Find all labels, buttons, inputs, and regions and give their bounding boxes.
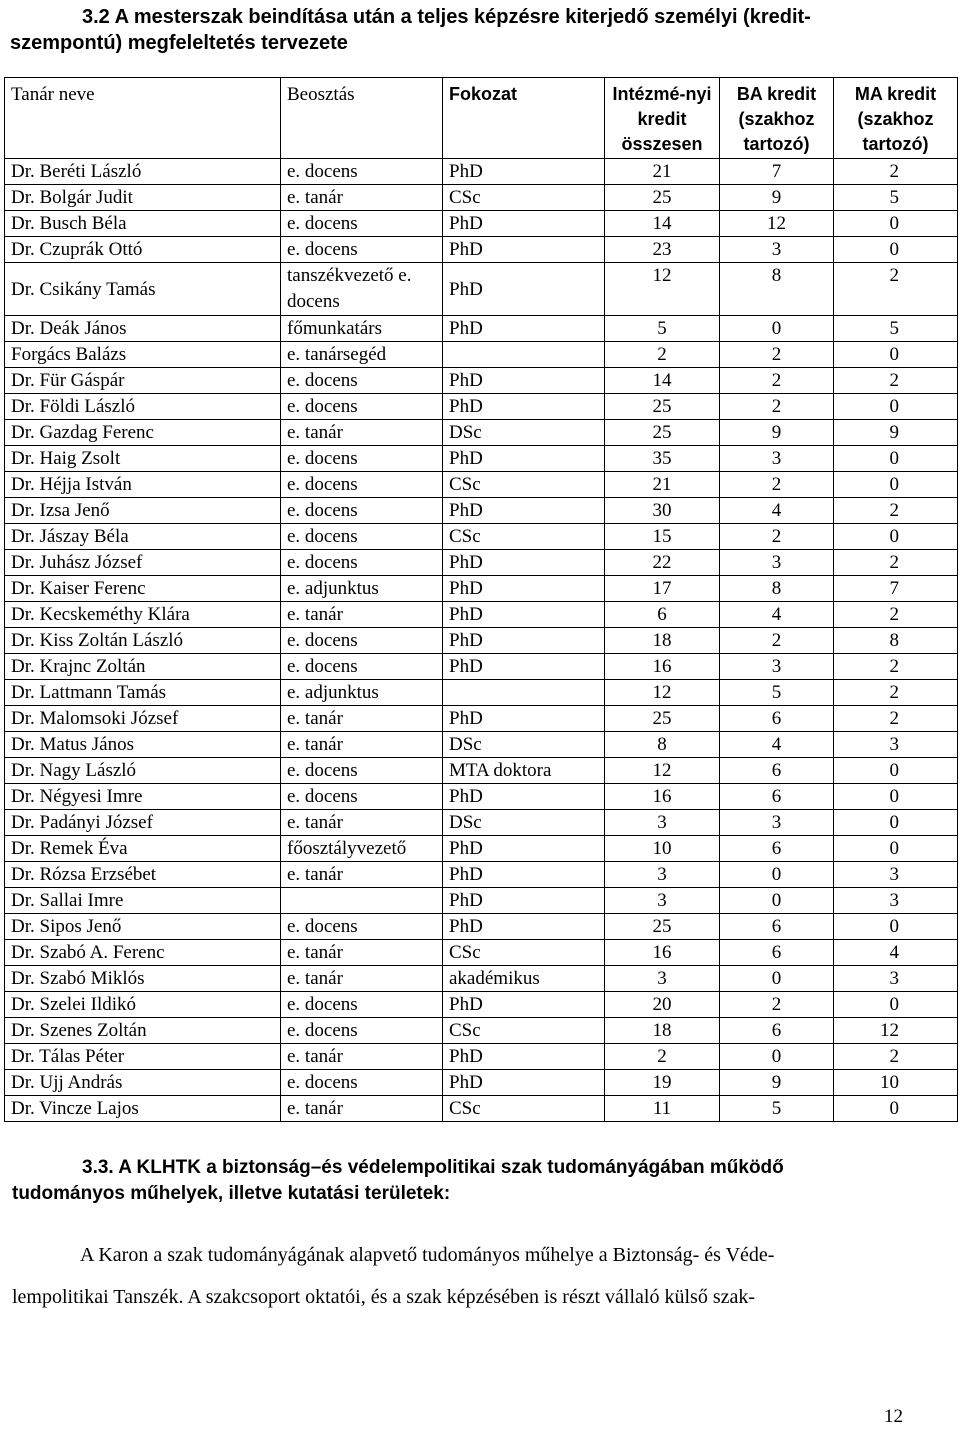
ma-credit-cell: 4 bbox=[834, 940, 958, 966]
ma-credit-cell: 5 bbox=[834, 316, 958, 342]
teacher-name-cell: Dr. Szelei Ildikó bbox=[5, 992, 281, 1018]
degree-cell: akadémikus bbox=[443, 966, 605, 992]
institutional-credit-cell: 15 bbox=[605, 524, 720, 550]
degree-cell: PhD bbox=[443, 368, 605, 394]
ba-credit-cell: 7 bbox=[720, 159, 834, 185]
teacher-name-cell: Dr. Deák János bbox=[5, 316, 281, 342]
degree-cell: PhD bbox=[443, 784, 605, 810]
table-row bbox=[5, 732, 958, 758]
teacher-name-cell: Dr. Nagy László bbox=[5, 758, 281, 784]
ma-credit-cell: 9 bbox=[834, 420, 958, 446]
table-row bbox=[5, 862, 958, 888]
table-row bbox=[5, 914, 958, 940]
institutional-credit-cell: 8 bbox=[605, 732, 720, 758]
ba-credit-cell: 6 bbox=[720, 784, 834, 810]
table-row bbox=[5, 394, 958, 420]
table-row bbox=[5, 211, 958, 237]
institutional-credit-cell: 21 bbox=[605, 472, 720, 498]
header-degree: Fokozat bbox=[443, 78, 605, 159]
position-cell: e. docens bbox=[281, 159, 443, 185]
institutional-credit-cell: 11 bbox=[605, 1096, 720, 1122]
section-heading-3-3 bbox=[12, 1155, 912, 1207]
ba-credit-cell: 2 bbox=[720, 342, 834, 368]
ma-credit-cell: 0 bbox=[834, 524, 958, 550]
institutional-credit-cell: 3 bbox=[605, 862, 720, 888]
position-cell: e. adjunktus bbox=[281, 576, 443, 602]
teacher-name-cell: Dr. Földi László bbox=[5, 394, 281, 420]
table-row bbox=[5, 576, 958, 602]
body-paragraph bbox=[12, 1234, 892, 1318]
table-header-row bbox=[5, 78, 958, 159]
teacher-name-cell: Dr. Izsa Jenő bbox=[5, 498, 281, 524]
table-row bbox=[5, 185, 958, 211]
ma-credit-cell: 3 bbox=[834, 966, 958, 992]
table-row bbox=[5, 263, 958, 316]
ma-credit-cell: 0 bbox=[834, 446, 958, 472]
ba-credit-cell: 0 bbox=[720, 1044, 834, 1070]
degree-cell: CSc bbox=[443, 940, 605, 966]
ma-credit-cell: 2 bbox=[834, 706, 958, 732]
table-row bbox=[5, 498, 958, 524]
ma-credit-cell: 5 bbox=[834, 185, 958, 211]
degree-cell: CSc bbox=[443, 1096, 605, 1122]
header-teacher-name: Tanár neve bbox=[5, 78, 281, 159]
ba-credit-cell: 6 bbox=[720, 836, 834, 862]
ba-credit-cell: 2 bbox=[720, 992, 834, 1018]
paragraph-line-1: A Karon a szak tudományágának alapvető tudományos műhelye a Biztonság- és Véde- bbox=[80, 1244, 775, 1266]
ma-credit-cell: 12 bbox=[834, 1018, 958, 1044]
teacher-name-cell: Dr. Kiss Zoltán László bbox=[5, 628, 281, 654]
degree-cell: MTA doktora bbox=[443, 758, 605, 784]
ba-credit-cell: 0 bbox=[720, 862, 834, 888]
teacher-name-cell: Dr. Gazdag Ferenc bbox=[5, 420, 281, 446]
degree-cell bbox=[443, 680, 605, 706]
position-cell: e. tanár bbox=[281, 185, 443, 211]
ma-credit-cell: 0 bbox=[834, 342, 958, 368]
teacher-name-cell: Dr. Krajnc Zoltán bbox=[5, 654, 281, 680]
institutional-credit-cell: 12 bbox=[605, 263, 720, 316]
institutional-credit-cell: 25 bbox=[605, 185, 720, 211]
position-cell: e. docens bbox=[281, 237, 443, 263]
header-position: Beosztás bbox=[281, 78, 443, 159]
institutional-credit-cell: 25 bbox=[605, 420, 720, 446]
degree-cell: PhD bbox=[443, 1070, 605, 1096]
position-cell: e. docens bbox=[281, 784, 443, 810]
teacher-name-cell: Dr. Szabó A. Ferenc bbox=[5, 940, 281, 966]
teacher-name-cell: Dr. Sallai Imre bbox=[5, 888, 281, 914]
institutional-credit-cell: 21 bbox=[605, 159, 720, 185]
ba-credit-cell: 2 bbox=[720, 472, 834, 498]
ma-credit-cell: 3 bbox=[834, 732, 958, 758]
table-row bbox=[5, 784, 958, 810]
table-row bbox=[5, 472, 958, 498]
table-row bbox=[5, 966, 958, 992]
institutional-credit-cell: 6 bbox=[605, 602, 720, 628]
position-cell: főmunkatárs bbox=[281, 316, 443, 342]
table-body bbox=[5, 159, 958, 1122]
ba-credit-cell: 2 bbox=[720, 628, 834, 654]
ba-credit-cell: 8 bbox=[720, 263, 834, 316]
position-cell: e. docens bbox=[281, 758, 443, 784]
degree-cell: CSc bbox=[443, 185, 605, 211]
position-cell: e. tanár bbox=[281, 810, 443, 836]
degree-cell: PhD bbox=[443, 237, 605, 263]
ba-credit-cell: 0 bbox=[720, 966, 834, 992]
institutional-credit-cell: 12 bbox=[605, 758, 720, 784]
teacher-name-cell: Dr. Szenes Zoltán bbox=[5, 1018, 281, 1044]
teacher-name-cell: Dr. Csikány Tamás bbox=[5, 263, 281, 316]
position-cell: e. docens bbox=[281, 368, 443, 394]
table-row bbox=[5, 159, 958, 185]
ba-credit-cell: 3 bbox=[720, 810, 834, 836]
institutional-credit-cell: 22 bbox=[605, 550, 720, 576]
ma-credit-cell: 0 bbox=[834, 758, 958, 784]
degree-cell: PhD bbox=[443, 498, 605, 524]
subheading-line-1: 3.3. A KLHTK a biztonság–és védelempolitikai szak tudományágában működő bbox=[82, 1157, 784, 1178]
institutional-credit-cell: 30 bbox=[605, 498, 720, 524]
heading-line-1: 3.2 A mesterszak beindítása után a teljes képzésre kiterjedő személyi (kredit- bbox=[82, 6, 811, 28]
degree-cell: PhD bbox=[443, 550, 605, 576]
ma-credit-cell: 2 bbox=[834, 159, 958, 185]
position-cell: e. tanár bbox=[281, 602, 443, 628]
ma-credit-cell: 0 bbox=[834, 992, 958, 1018]
teacher-name-cell: Dr. Remek Éva bbox=[5, 836, 281, 862]
institutional-credit-cell: 18 bbox=[605, 1018, 720, 1044]
ma-credit-cell: 7 bbox=[834, 576, 958, 602]
ba-credit-cell: 6 bbox=[720, 940, 834, 966]
institutional-credit-cell: 14 bbox=[605, 211, 720, 237]
paragraph-line-2: lempolitikai Tanszék. A szakcsoport oktatói, és a szak képzésében is részt vállaló külső szak- bbox=[12, 1286, 756, 1308]
table-row bbox=[5, 992, 958, 1018]
teacher-name-cell: Dr. Haig Zsolt bbox=[5, 446, 281, 472]
ma-credit-cell: 0 bbox=[834, 394, 958, 420]
institutional-credit-cell: 5 bbox=[605, 316, 720, 342]
teacher-name-cell: Dr. Négyesi Imre bbox=[5, 784, 281, 810]
ba-credit-cell: 4 bbox=[720, 498, 834, 524]
table-row bbox=[5, 316, 958, 342]
institutional-credit-cell: 25 bbox=[605, 706, 720, 732]
teacher-name-cell: Dr. Beréti László bbox=[5, 159, 281, 185]
institutional-credit-cell: 18 bbox=[605, 628, 720, 654]
degree-cell: PhD bbox=[443, 576, 605, 602]
ba-credit-cell: 0 bbox=[720, 888, 834, 914]
teacher-name-cell: Dr. Kecskeméthy Klára bbox=[5, 602, 281, 628]
position-cell: e. docens bbox=[281, 654, 443, 680]
institutional-credit-cell: 3 bbox=[605, 888, 720, 914]
degree-cell: PhD bbox=[443, 446, 605, 472]
ma-credit-cell: 2 bbox=[834, 368, 958, 394]
ma-credit-cell: 2 bbox=[834, 1044, 958, 1070]
header-ma-credit: MA kredit (szakhoz tartozó) bbox=[834, 78, 958, 159]
ma-credit-cell: 0 bbox=[834, 211, 958, 237]
ba-credit-cell: 6 bbox=[720, 1018, 834, 1044]
degree-cell: PhD bbox=[443, 1044, 605, 1070]
teacher-name-cell: Forgács Balázs bbox=[5, 342, 281, 368]
degree-cell: PhD bbox=[443, 211, 605, 237]
table-row bbox=[5, 446, 958, 472]
degree-cell bbox=[443, 342, 605, 368]
degree-cell: PhD bbox=[443, 654, 605, 680]
institutional-credit-cell: 12 bbox=[605, 680, 720, 706]
teacher-name-cell: Dr. Szabó Miklós bbox=[5, 966, 281, 992]
institutional-credit-cell: 16 bbox=[605, 654, 720, 680]
teacher-name-cell: Dr. Tálas Péter bbox=[5, 1044, 281, 1070]
institutional-credit-cell: 14 bbox=[605, 368, 720, 394]
position-cell: e. docens bbox=[281, 446, 443, 472]
ma-credit-cell: 2 bbox=[834, 654, 958, 680]
position-cell: e. docens bbox=[281, 524, 443, 550]
position-cell: e. tanár bbox=[281, 706, 443, 732]
teacher-name-cell: Dr. Bolgár Judit bbox=[5, 185, 281, 211]
institutional-credit-cell: 2 bbox=[605, 1044, 720, 1070]
degree-cell: CSc bbox=[443, 1018, 605, 1044]
position-cell: e. docens bbox=[281, 498, 443, 524]
ba-credit-cell: 12 bbox=[720, 211, 834, 237]
position-cell: e. tanár bbox=[281, 966, 443, 992]
teacher-name-cell: Dr. Kaiser Ferenc bbox=[5, 576, 281, 602]
degree-cell: PhD bbox=[443, 888, 605, 914]
ma-credit-cell: 2 bbox=[834, 263, 958, 316]
teacher-name-cell: Dr. Lattmann Tamás bbox=[5, 680, 281, 706]
institutional-credit-cell: 3 bbox=[605, 966, 720, 992]
ba-credit-cell: 3 bbox=[720, 550, 834, 576]
degree-cell: CSc bbox=[443, 472, 605, 498]
table-row bbox=[5, 1070, 958, 1096]
ba-credit-cell: 2 bbox=[720, 368, 834, 394]
position-cell: e. tanársegéd bbox=[281, 342, 443, 368]
institutional-credit-cell: 16 bbox=[605, 784, 720, 810]
degree-cell: CSc bbox=[443, 524, 605, 550]
ma-credit-cell: 0 bbox=[834, 784, 958, 810]
institutional-credit-cell: 20 bbox=[605, 992, 720, 1018]
degree-cell: PhD bbox=[443, 394, 605, 420]
position-cell: e. tanár bbox=[281, 732, 443, 758]
table-row bbox=[5, 654, 958, 680]
table-row bbox=[5, 1018, 958, 1044]
table-row bbox=[5, 680, 958, 706]
ba-credit-cell: 3 bbox=[720, 446, 834, 472]
header-ba-credit: BA kredit (szakhoz tartozó) bbox=[720, 78, 834, 159]
degree-cell: PhD bbox=[443, 992, 605, 1018]
teacher-name-cell: Dr. Ujj András bbox=[5, 1070, 281, 1096]
position-cell: e. docens bbox=[281, 550, 443, 576]
institutional-credit-cell: 25 bbox=[605, 914, 720, 940]
table-row bbox=[5, 1096, 958, 1122]
position-cell: tanszékvezető e. docens bbox=[281, 263, 443, 316]
degree-cell: PhD bbox=[443, 159, 605, 185]
institutional-credit-cell: 16 bbox=[605, 940, 720, 966]
ba-credit-cell: 5 bbox=[720, 1096, 834, 1122]
position-cell: e. docens bbox=[281, 394, 443, 420]
table-row bbox=[5, 706, 958, 732]
table-row bbox=[5, 420, 958, 446]
ba-credit-cell: 9 bbox=[720, 420, 834, 446]
position-cell: e. docens bbox=[281, 211, 443, 237]
ba-credit-cell: 4 bbox=[720, 732, 834, 758]
degree-cell: DSc bbox=[443, 732, 605, 758]
ba-credit-cell: 3 bbox=[720, 237, 834, 263]
subheading-line-2: tudományos műhelyek, illetve kutatási területek: bbox=[12, 1183, 451, 1204]
staff-credit-table bbox=[4, 77, 958, 1122]
degree-cell: PhD bbox=[443, 628, 605, 654]
ba-credit-cell: 5 bbox=[720, 680, 834, 706]
ma-credit-cell: 8 bbox=[834, 628, 958, 654]
ba-credit-cell: 9 bbox=[720, 185, 834, 211]
table-row bbox=[5, 940, 958, 966]
page-number: 12 bbox=[884, 1406, 903, 1427]
table-row bbox=[5, 602, 958, 628]
institutional-credit-cell: 17 bbox=[605, 576, 720, 602]
institutional-credit-cell: 3 bbox=[605, 810, 720, 836]
table-row bbox=[5, 758, 958, 784]
table-row bbox=[5, 342, 958, 368]
position-cell: e. tanár bbox=[281, 420, 443, 446]
ma-credit-cell: 0 bbox=[834, 810, 958, 836]
position-cell: e. docens bbox=[281, 992, 443, 1018]
degree-cell: PhD bbox=[443, 706, 605, 732]
ma-credit-cell: 2 bbox=[834, 602, 958, 628]
institutional-credit-cell: 10 bbox=[605, 836, 720, 862]
table-row bbox=[5, 810, 958, 836]
ma-credit-cell: 0 bbox=[834, 836, 958, 862]
ba-credit-cell: 8 bbox=[720, 576, 834, 602]
ba-credit-cell: 6 bbox=[720, 706, 834, 732]
ba-credit-cell: 6 bbox=[720, 758, 834, 784]
ba-credit-cell: 6 bbox=[720, 914, 834, 940]
degree-cell: DSc bbox=[443, 810, 605, 836]
teacher-name-cell: Dr. Padányi József bbox=[5, 810, 281, 836]
position-cell: e. tanár bbox=[281, 1096, 443, 1122]
table-row bbox=[5, 836, 958, 862]
institutional-credit-cell: 25 bbox=[605, 394, 720, 420]
position-cell: e. docens bbox=[281, 472, 443, 498]
ma-credit-cell: 2 bbox=[834, 550, 958, 576]
table-row bbox=[5, 1044, 958, 1070]
teacher-name-cell: Dr. Rózsa Erzsébet bbox=[5, 862, 281, 888]
institutional-credit-cell: 35 bbox=[605, 446, 720, 472]
teacher-name-cell: Dr. Matus János bbox=[5, 732, 281, 758]
ma-credit-cell: 0 bbox=[834, 914, 958, 940]
degree-cell: PhD bbox=[443, 316, 605, 342]
ma-credit-cell: 2 bbox=[834, 680, 958, 706]
degree-cell: DSc bbox=[443, 420, 605, 446]
degree-cell: PhD bbox=[443, 602, 605, 628]
degree-cell: PhD bbox=[443, 263, 605, 316]
teacher-name-cell: Dr. Juhász József bbox=[5, 550, 281, 576]
teacher-name-cell: Dr. Vincze Lajos bbox=[5, 1096, 281, 1122]
teacher-name-cell: Dr. Für Gáspár bbox=[5, 368, 281, 394]
teacher-name-cell: Dr. Sipos Jenő bbox=[5, 914, 281, 940]
ba-credit-cell: 4 bbox=[720, 602, 834, 628]
heading-line-2: szempontú) megfeleltetés tervezete bbox=[10, 32, 348, 54]
position-cell bbox=[281, 888, 443, 914]
position-cell: e. tanár bbox=[281, 940, 443, 966]
table-row bbox=[5, 550, 958, 576]
ba-credit-cell: 2 bbox=[720, 394, 834, 420]
table-row bbox=[5, 237, 958, 263]
ba-credit-cell: 9 bbox=[720, 1070, 834, 1096]
table-row bbox=[5, 628, 958, 654]
position-cell: e. tanár bbox=[281, 1044, 443, 1070]
degree-cell: PhD bbox=[443, 914, 605, 940]
teacher-name-cell: Dr. Jászay Béla bbox=[5, 524, 281, 550]
position-cell: e. docens bbox=[281, 628, 443, 654]
ma-credit-cell: 3 bbox=[834, 888, 958, 914]
degree-cell: PhD bbox=[443, 836, 605, 862]
table-row bbox=[5, 524, 958, 550]
degree-cell: PhD bbox=[443, 862, 605, 888]
position-cell: e. docens bbox=[281, 1070, 443, 1096]
position-cell: e. tanár bbox=[281, 862, 443, 888]
position-cell: főosztályvezető bbox=[281, 836, 443, 862]
position-cell: e. docens bbox=[281, 1018, 443, 1044]
header-institutional-credit: Intézmé-nyi kredit összesen bbox=[605, 78, 720, 159]
teacher-name-cell: Dr. Busch Béla bbox=[5, 211, 281, 237]
section-heading-3-2 bbox=[10, 4, 902, 56]
ma-credit-cell: 0 bbox=[834, 237, 958, 263]
position-cell: e. adjunktus bbox=[281, 680, 443, 706]
table-row bbox=[5, 888, 958, 914]
ba-credit-cell: 2 bbox=[720, 524, 834, 550]
teacher-name-cell: Dr. Héjja István bbox=[5, 472, 281, 498]
ba-credit-cell: 3 bbox=[720, 654, 834, 680]
teacher-name-cell: Dr. Czuprák Ottó bbox=[5, 237, 281, 263]
institutional-credit-cell: 19 bbox=[605, 1070, 720, 1096]
ma-credit-cell: 0 bbox=[834, 472, 958, 498]
table-row bbox=[5, 368, 958, 394]
institutional-credit-cell: 2 bbox=[605, 342, 720, 368]
teacher-name-cell: Dr. Malomsoki József bbox=[5, 706, 281, 732]
ma-credit-cell: 10 bbox=[834, 1070, 958, 1096]
position-cell: e. docens bbox=[281, 914, 443, 940]
institutional-credit-cell: 23 bbox=[605, 237, 720, 263]
ba-credit-cell: 0 bbox=[720, 316, 834, 342]
ma-credit-cell: 3 bbox=[834, 862, 958, 888]
ma-credit-cell: 0 bbox=[834, 1096, 958, 1122]
ma-credit-cell: 2 bbox=[834, 498, 958, 524]
